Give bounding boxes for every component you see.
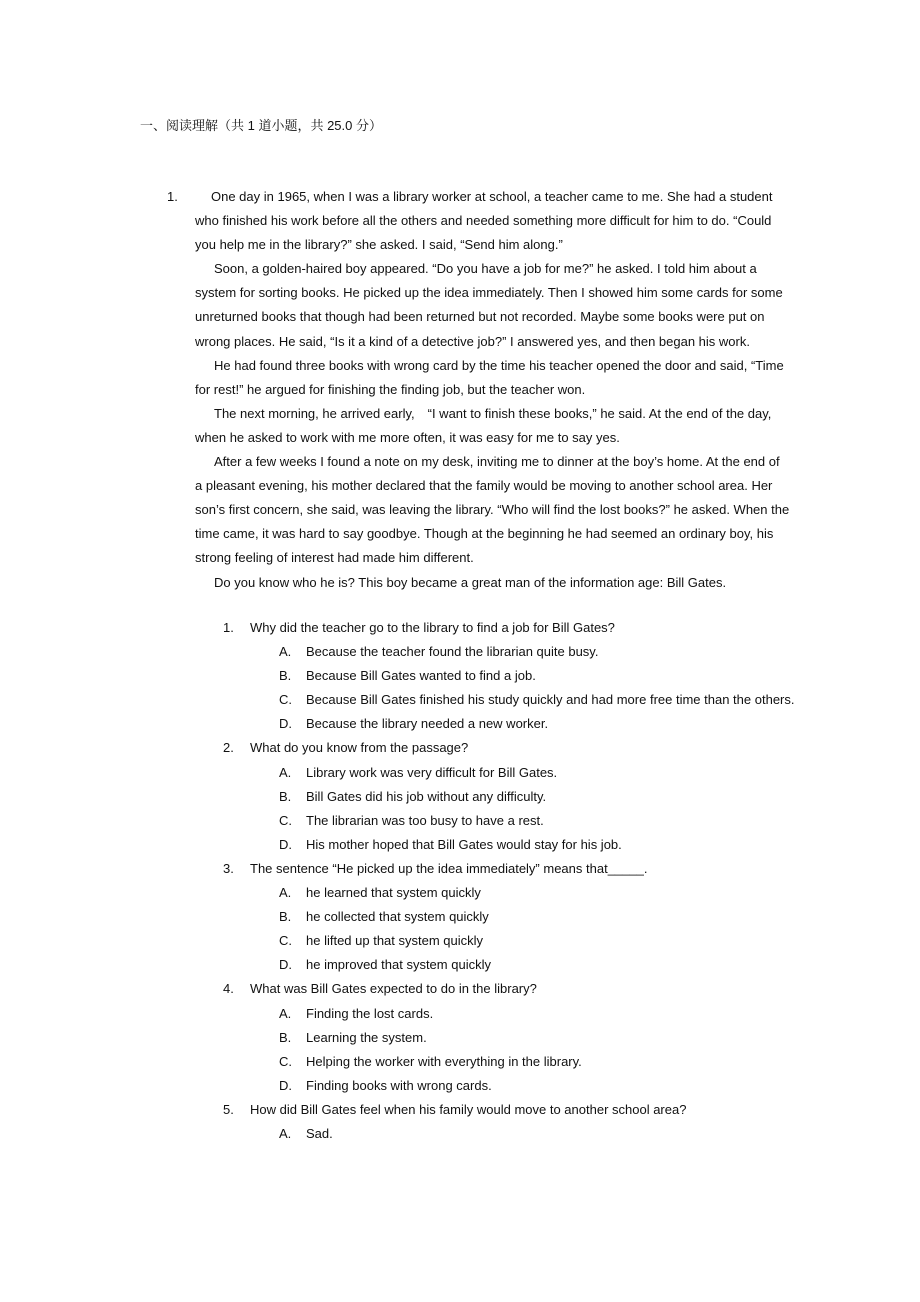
answer-option[interactable] xyxy=(195,712,795,736)
option-letter: A. xyxy=(279,1005,292,1021)
answer-option[interactable] xyxy=(195,809,795,833)
option-text: Helping the worker with everything in the library. xyxy=(306,1053,582,1069)
option-letter: C. xyxy=(279,692,292,708)
answer-option[interactable] xyxy=(195,905,795,929)
sub-question xyxy=(195,1098,795,1146)
option-text: Because Bill Gates wanted to find a job. xyxy=(306,668,536,684)
answer-option[interactable] xyxy=(195,1074,795,1098)
answer-option[interactable] xyxy=(195,929,795,953)
sub-question xyxy=(195,736,795,856)
option-letter: A. xyxy=(279,644,292,660)
option-letter: B. xyxy=(279,668,292,684)
option-text: he improved that system quickly xyxy=(306,957,491,973)
sub-question xyxy=(195,616,795,736)
answer-option[interactable] xyxy=(195,640,795,664)
passage-paragraph: Soon, a golden-haired boy appeared. “Do you have a job for me?” he asked. I told him about a system for sorting books. He picked up the idea immediately. Then I showed him some cards for some unreturned books that though had been returned but not recorded. Maybe some books were put on wrong places. He said, “Is it a kind of a detective job?” I answered yes, and then began his work. xyxy=(195,261,783,349)
passage-paragraph: The next morning, he arrived early, “I want to finish these books,” he said. At the end of the day, when he asked to work with me more often, it was easy for me to say yes. xyxy=(195,405,772,445)
answer-option[interactable] xyxy=(195,1002,795,1026)
option-letter: B. xyxy=(279,909,292,925)
option-letter: A. xyxy=(279,764,292,780)
answer-option[interactable] xyxy=(195,1026,795,1050)
option-letter: A. xyxy=(279,1125,292,1141)
answer-option[interactable] xyxy=(195,833,795,857)
sub-question-number: 3. xyxy=(223,860,234,876)
sub-question-text: The sentence “He picked up the idea immediately” means that_____. xyxy=(250,860,648,876)
option-text: he lifted up that system quickly xyxy=(306,933,484,949)
answer-option[interactable] xyxy=(195,688,795,712)
option-letter: D. xyxy=(279,836,292,852)
option-letter: C. xyxy=(279,1053,292,1069)
sub-question-list xyxy=(195,616,795,1146)
option-letter: A. xyxy=(279,885,292,901)
sub-question-stem xyxy=(195,1098,795,1122)
option-text: Sad. xyxy=(306,1125,333,1141)
answer-option[interactable] xyxy=(195,1050,795,1074)
question-number: 1. xyxy=(167,189,178,204)
option-text: Because Bill Gates finished his study quickly and had more free time than the others. xyxy=(306,692,795,708)
sub-question-number: 1. xyxy=(223,620,234,635)
option-letter: C. xyxy=(279,933,292,949)
sub-question xyxy=(195,977,795,1097)
sub-question-text: Why did the teacher go to the library to find a job for Bill Gates? xyxy=(250,620,615,635)
reading-passage xyxy=(195,185,790,595)
answer-option[interactable] xyxy=(195,881,795,905)
option-letter: D. xyxy=(279,716,292,732)
sub-question-text: What was Bill Gates expected to do in the library? xyxy=(250,981,537,997)
answer-option[interactable] xyxy=(195,664,795,688)
answer-option[interactable] xyxy=(195,953,795,977)
sub-question-text: How did Bill Gates feel when his family would move to another school area? xyxy=(250,1101,687,1117)
option-text: Bill Gates did his job without any difficulty. xyxy=(306,788,547,804)
sub-question-number: 4. xyxy=(223,981,234,997)
sub-question-text: What do you know from the passage? xyxy=(250,740,469,756)
sub-question-stem xyxy=(195,616,795,640)
option-text: The librarian was too busy to have a rest. xyxy=(306,812,544,828)
answer-option[interactable] xyxy=(195,1122,795,1146)
option-text: Because the library needed a new worker. xyxy=(306,716,549,732)
sub-question-number: 5. xyxy=(223,1101,234,1117)
passage-paragraph: After a few weeks I found a note on my desk, inviting me to dinner at the boy’s home. At the end of a pleasant evening, his mother declared that the family would be moving to another school area. Her son’s first concern, she said, was leaving the library. “Who will find the lost books?” he asked. When the time came, it was hard to say goodbye. Though at the beginning he had seemed an ordinary boy, his strong feeling of interest had made him different. xyxy=(195,454,790,566)
option-text: His mother hoped that Bill Gates would stay for his job. xyxy=(306,836,622,852)
option-letter: D. xyxy=(279,1077,292,1093)
option-text: Finding books with wrong cards. xyxy=(306,1077,492,1093)
sub-question-stem xyxy=(195,977,795,1001)
answer-option[interactable] xyxy=(195,785,795,809)
sub-question-number: 2. xyxy=(223,740,234,756)
passage-paragraph: Do you know who he is? This boy became a great man of the information age: Bill Gates. xyxy=(214,574,727,590)
answer-option[interactable] xyxy=(195,761,795,785)
section-heading: 一、阅读理解（共 1 道小题，共 25.0 分） xyxy=(140,118,382,133)
option-letter: B. xyxy=(279,1029,292,1045)
sub-question-stem xyxy=(195,736,795,760)
sub-question xyxy=(195,857,795,977)
option-letter: C. xyxy=(279,812,292,828)
sub-question-stem xyxy=(195,857,795,881)
option-text: Finding the lost cards. xyxy=(306,1005,434,1021)
passage-paragraph: One day in 1965, when I was a library worker at school, a teacher came to me. She had a student who finished his work before all the others and needed something more difficult for him to do. “Could you help me in the library?” she asked. I said, “Send him along.” xyxy=(195,189,773,253)
option-text: Library work was very difficult for Bill Gates. xyxy=(306,764,558,780)
option-text: Because the teacher found the librarian quite busy. xyxy=(306,644,599,660)
passage-paragraph: He had found three books with wrong card by the time his teacher opened the door and said, “Time for rest!” he argued for finishing the finding job, but the teacher won. xyxy=(195,357,784,397)
option-letter: B. xyxy=(279,788,292,804)
option-text: Learning the system. xyxy=(306,1029,427,1045)
option-letter: D. xyxy=(279,957,292,973)
option-text: he learned that system quickly xyxy=(306,885,481,901)
option-text: he collected that system quickly xyxy=(306,909,489,925)
